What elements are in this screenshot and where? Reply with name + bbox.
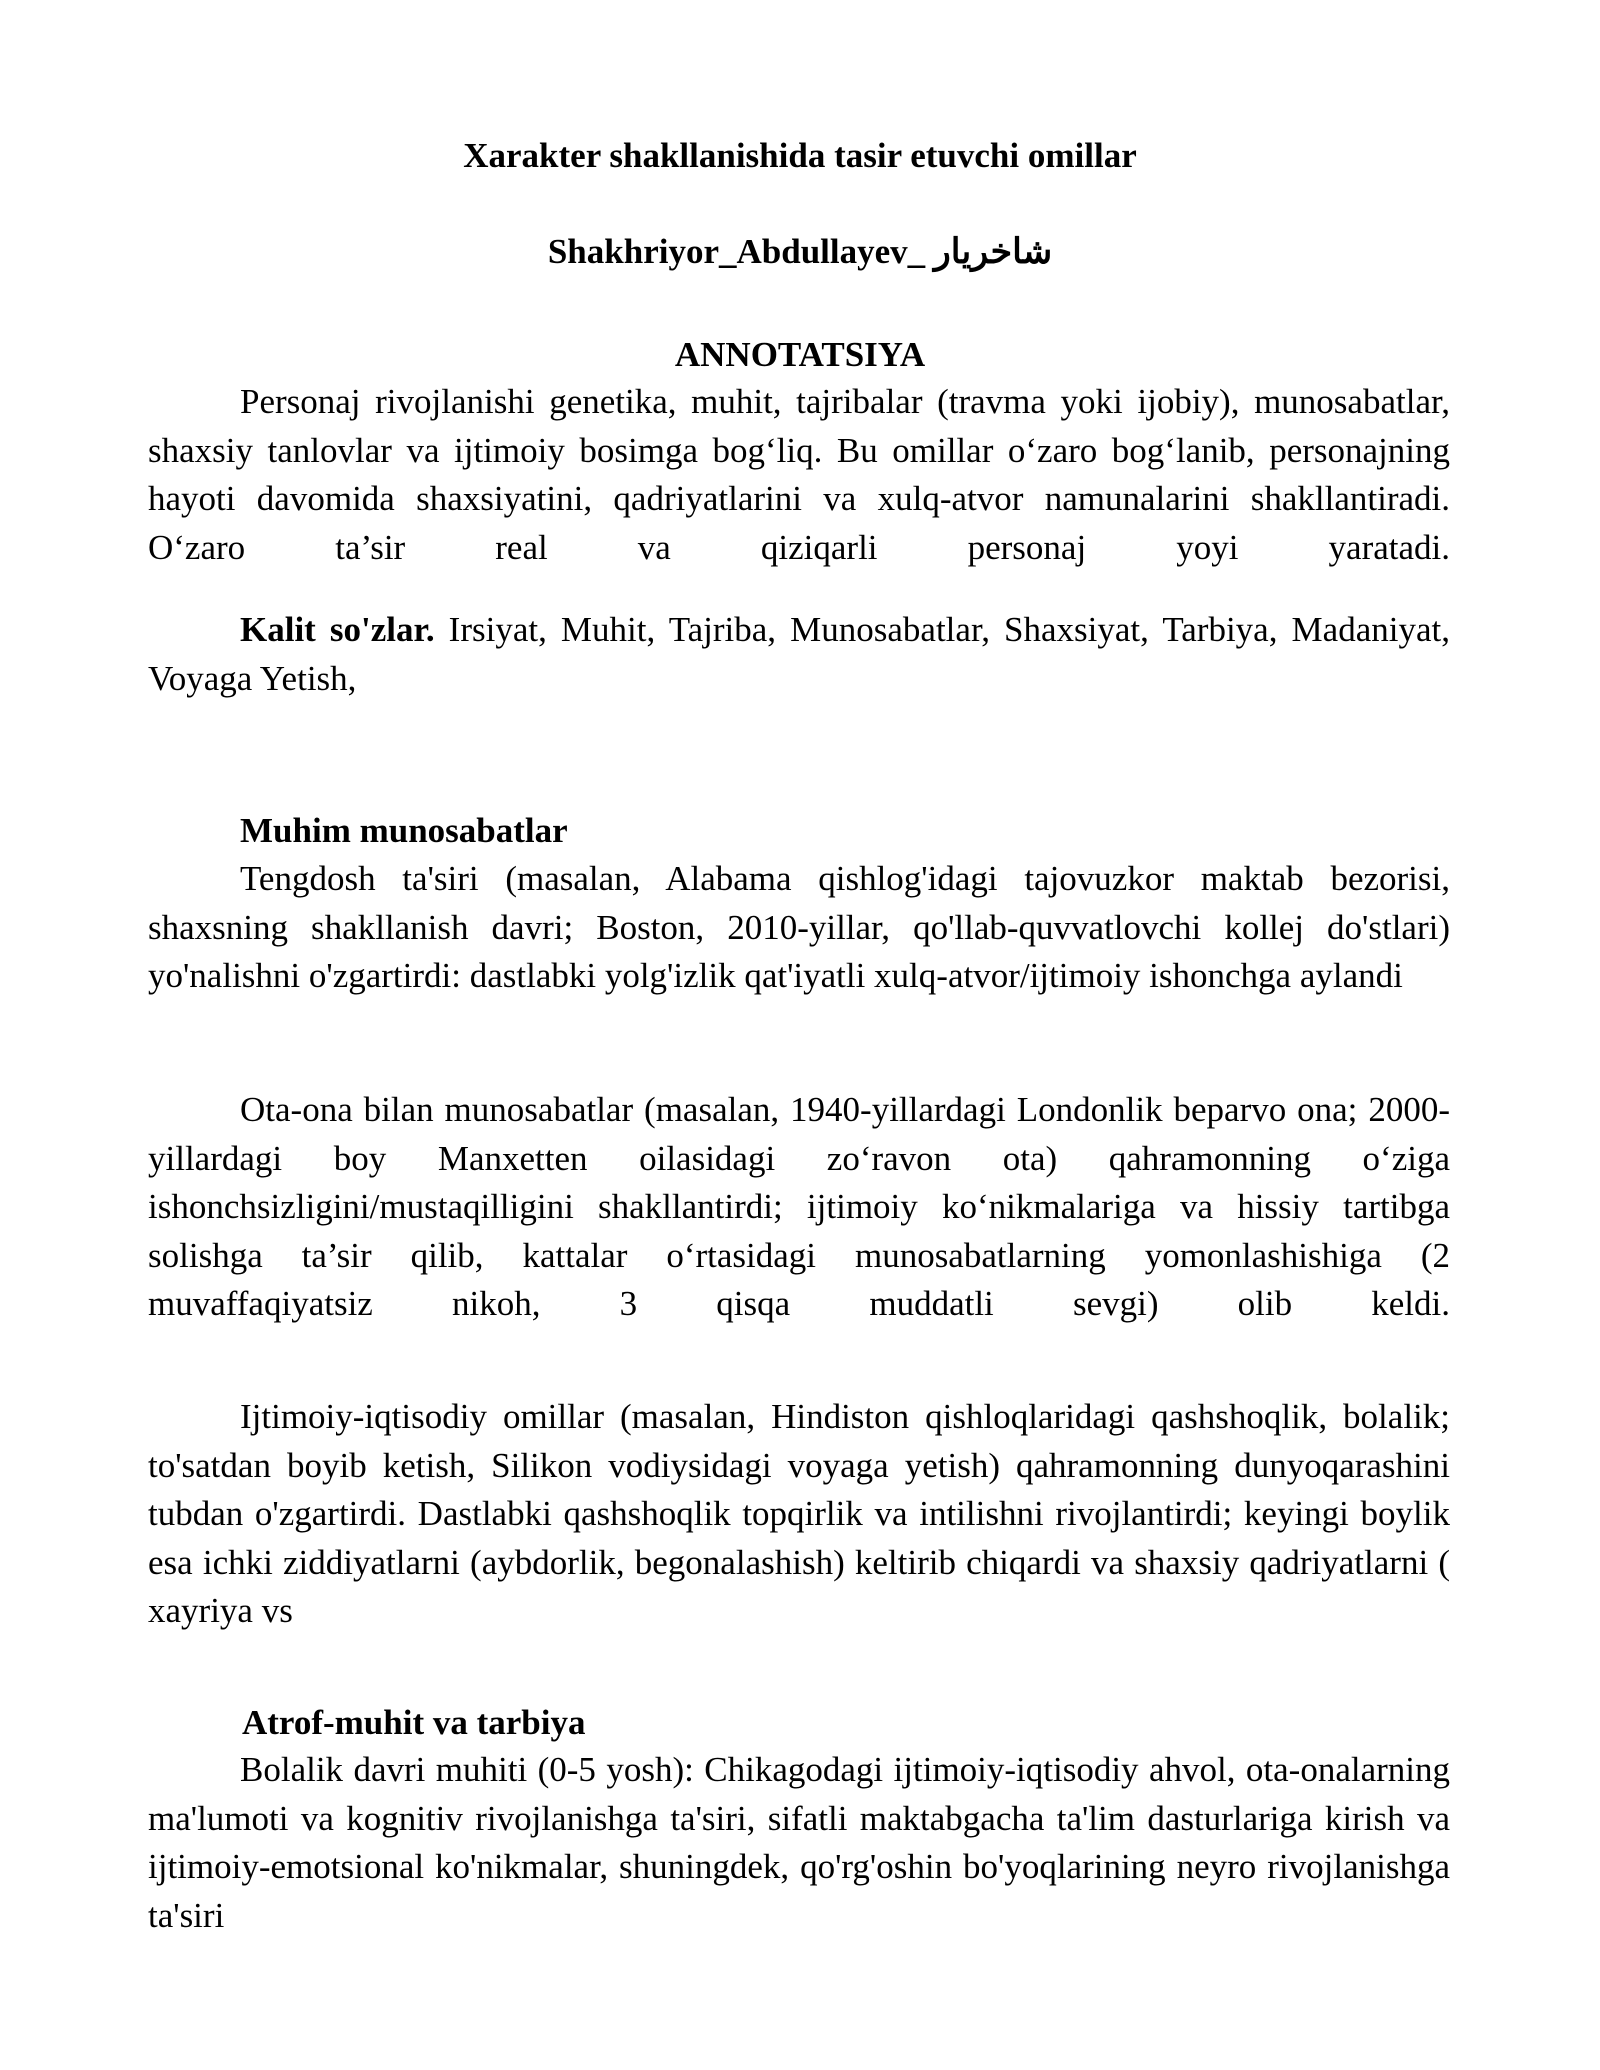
peer-influence-text: Tengdosh ta'siri (masalan, Alabama qishlog'idagi tajovuzkor maktab bezorisi, shaxsning shakllanish davri; Boston, 2010-yillar, qo'llab-quvvatlovchi kollej do'stlari) yo'nalishni o'zgartirdi: dastlabki yolg'izlik qat'iyatli xulq-atvor/ijtimoiy ishonchga aylandi (148, 859, 1450, 996)
annotation-text: Personaj rivojlanishi genetika, muhit, tajribalar (travma yoki ijobiy), munosabatlar, shaxsiy tanlovlar va ijtimoiy bosimga bog‘liq. Bu omillar o‘zaro bog‘lanib, personajning hayoti davomida shaxsiyatini, qadriyatlarini va xulq-atvor namunalarini shakllantiradi. O‘zaro ta’sir real va qiziqarli personaj yoyi yaratadi. (148, 382, 1450, 567)
keywords-text: Irsiyat, Muhit, Tajriba, Munosabatlar, Shaxsiyat, Tarbiya, Madaniyat, Voyaga Yetish, (148, 610, 1450, 698)
keywords-label: Kalit so'zlar. (240, 610, 435, 649)
annotation-heading: ANNOTATSIYA (674, 335, 926, 374)
annotation-paragraph (148, 378, 1450, 572)
childhood-environment-text: Bolalik davri muhiti (0-5 yosh): Chikagodagi ijtimoiy-iqtisodiy ahvol, ota-onalarning ma'lumoti va kognitiv rivojlanishga ta'siri, sifatli maktabgacha ta'lim dasturlariga kirish va ijtimoiy-emotsional ko'nikmalar, shuningdek, qo'rg'oshin bo'yoqlarining neyro rivojlanishga ta'siri (148, 1750, 1450, 1935)
peer-influence-paragraph (148, 855, 1450, 1001)
keywords-paragraph (148, 606, 1450, 703)
section-heading-relationships: Muhim munosabatlar (240, 811, 568, 850)
socioeconomic-text: Ijtimoiy-iqtisodiy omillar (masalan, Hindiston qishloqlaridagi qashshoqlik, bolalik; to'satdan boyib ketish, Silikon vodiysidagi voyaga yetish) qahramonning dunyoqarashini tubdan o'zgartirdi. Dastlabki qashshoqlik topqirlik va intilishni rivojlantirdi; keyingi boylik esa ichki ziddiyatlarni (aybdorlik, begonalashish) keltirib chiqardi va shaxsiy qadriyatlarni ( xayriya vs (148, 1397, 1450, 1631)
socioeconomic-paragraph (148, 1393, 1450, 1636)
document-title: Xarakter shakllanishida tasir etuvchi omillar (463, 136, 1137, 175)
section-heading-environment: Atrof-muhit va tarbiya (242, 1703, 586, 1742)
parent-relationship-paragraph (148, 1086, 1450, 1329)
parent-relationship-text: Ota-ona bilan munosabatlar (masalan, 1940-yillardagi Londonlik beparvo ona; 2000-yillardagi boy Manxetten oilasidagi zo‘ravon ota) qahramonning o‘ziga ishonchsizligini/mustaqilligini shakllantirdi; ijtimoiy ko‘nikmalariga va hissiy tartibga solishga ta’sir qilib, kattalar o‘rtasidagi munosabatlarning yomonlashishiga (2 muvaffaqiyatsiz nikoh, 3 qisqa muddatli sevgi) olib keldi. (148, 1090, 1450, 1324)
author-name: Shakhriyor_Abdullayev_ شاخریار (547, 232, 1053, 271)
childhood-environment-paragraph (148, 1746, 1450, 1940)
